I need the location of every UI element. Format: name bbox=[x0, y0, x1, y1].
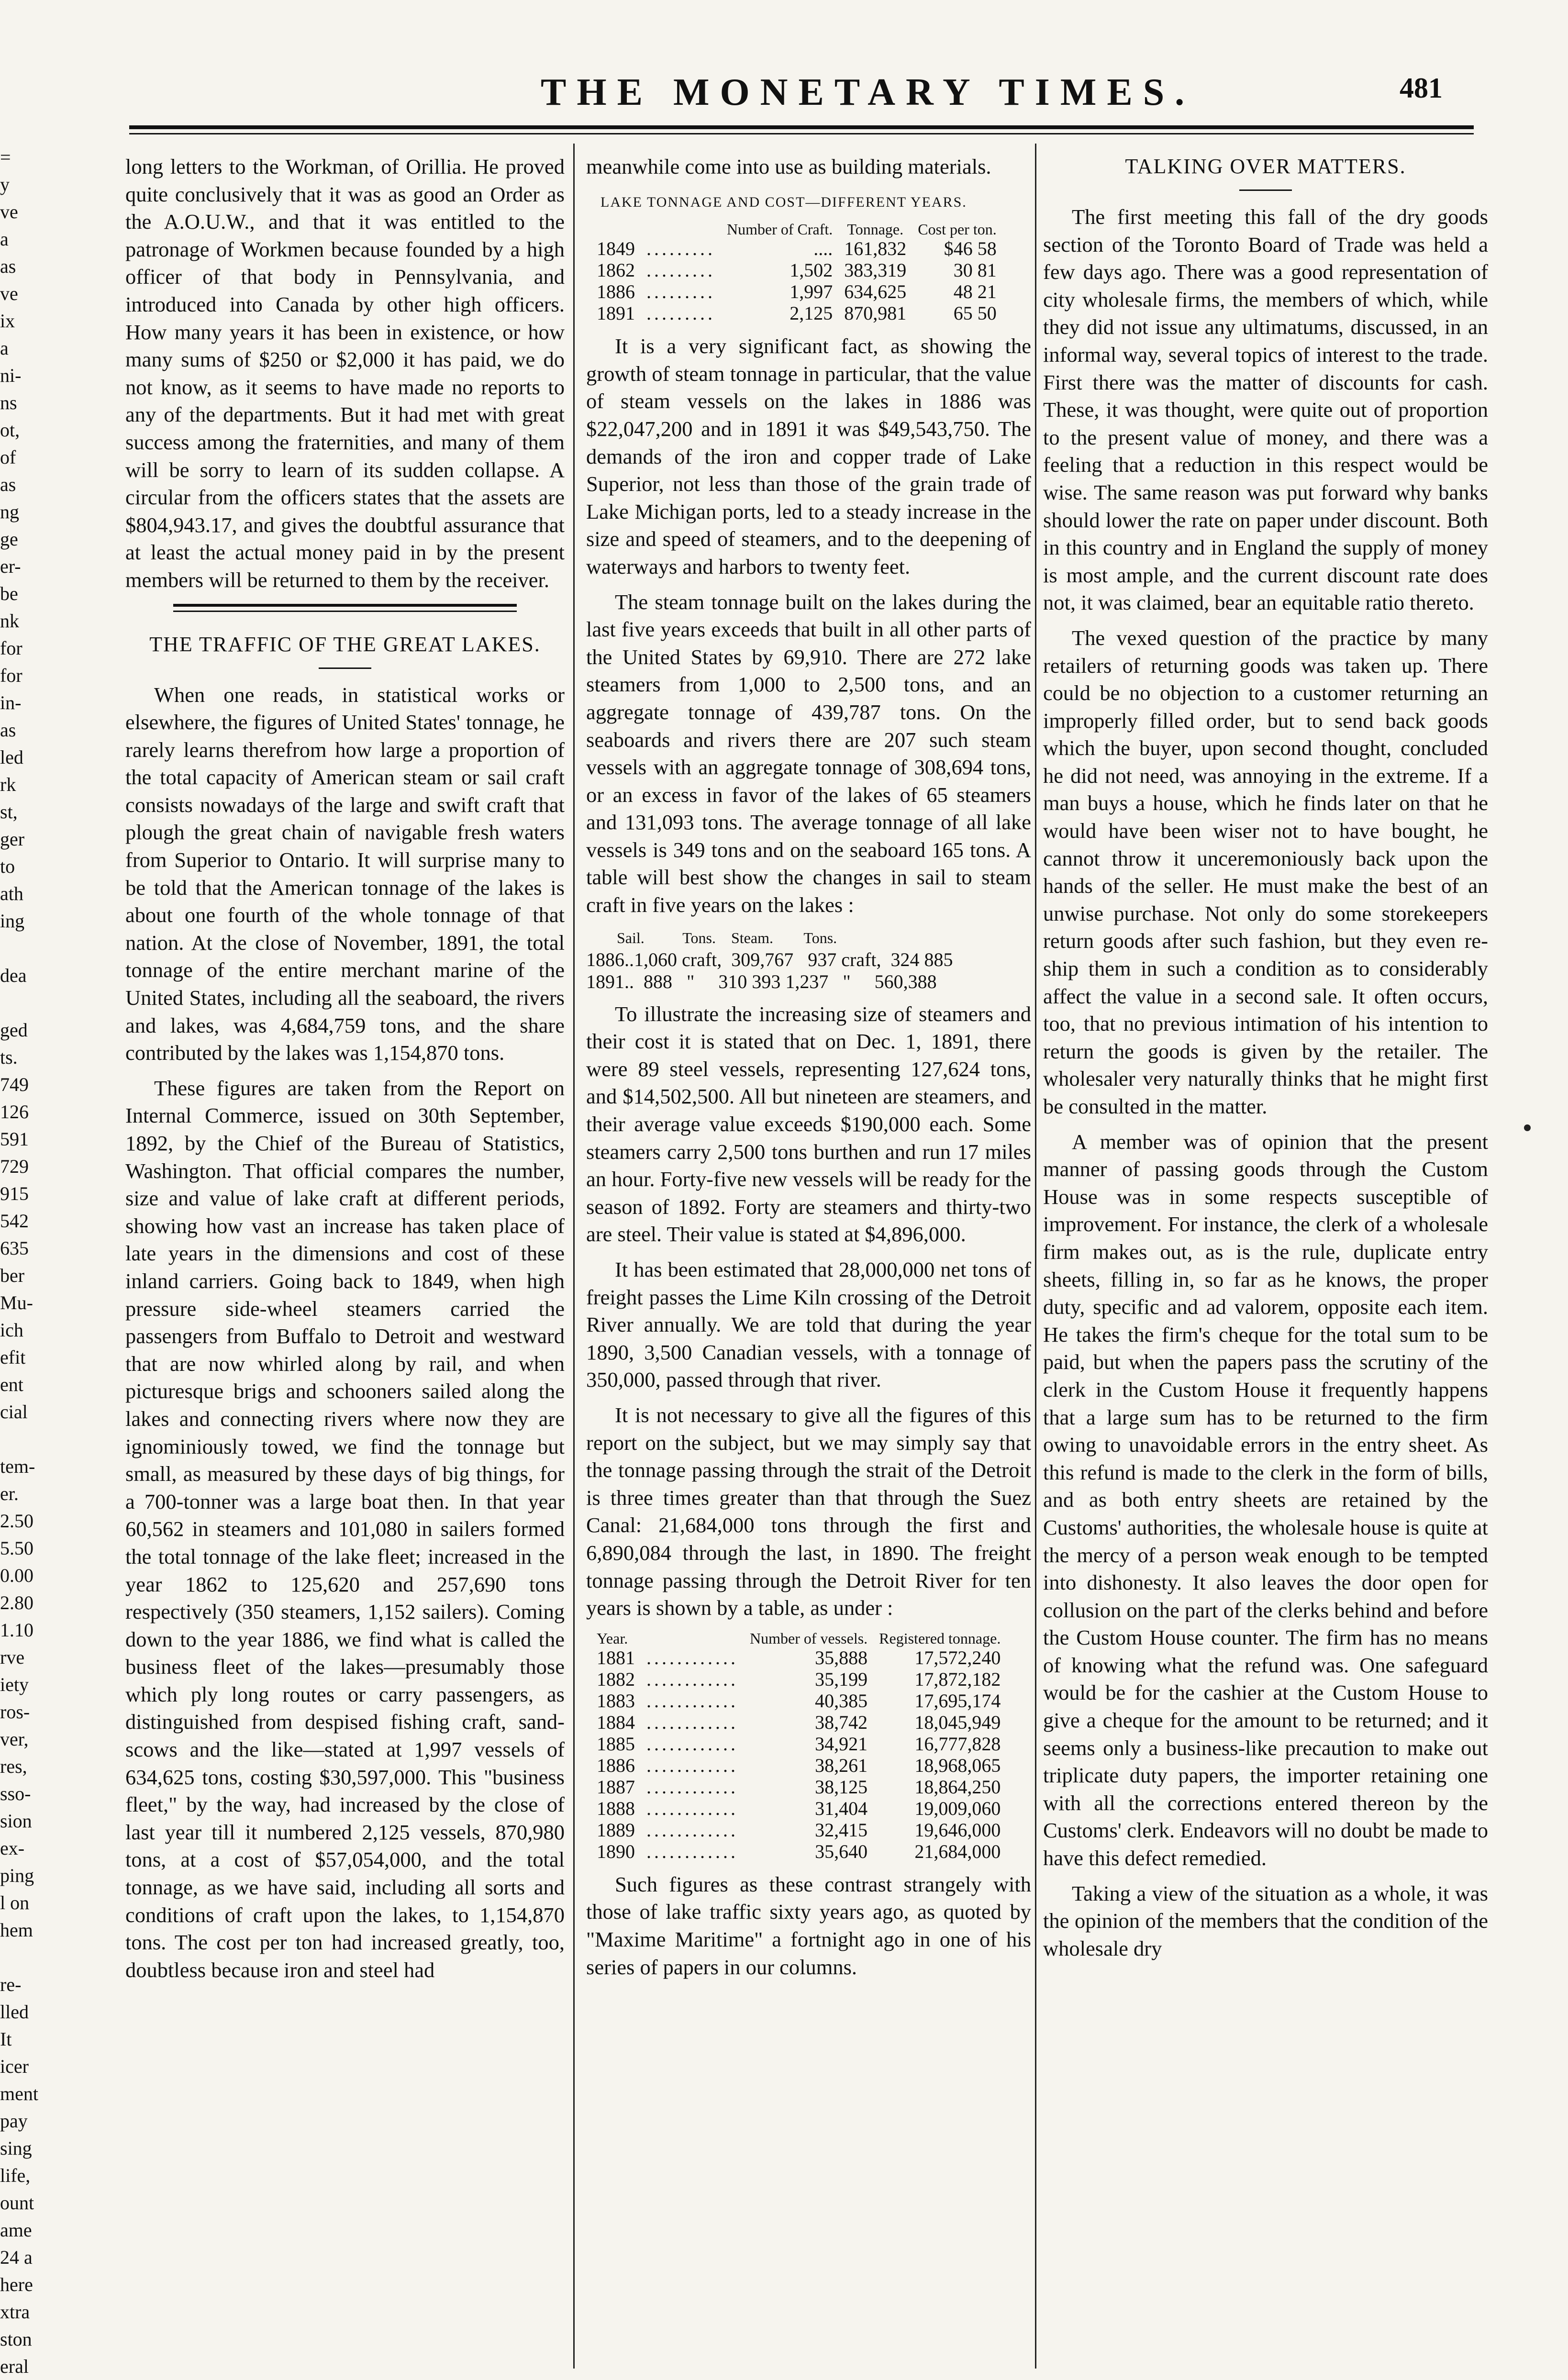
margin-fragment bbox=[0, 934, 48, 962]
margin-fragment: ping bbox=[0, 1865, 34, 1886]
margin-fragment: 749 bbox=[0, 1074, 29, 1095]
margin-fragment: hem bbox=[0, 1919, 33, 1941]
value-cell: 38,742 bbox=[815, 1711, 868, 1733]
margin-fragment: ged bbox=[0, 1019, 28, 1041]
leader-dots: ............ bbox=[646, 1668, 738, 1690]
spacer bbox=[641, 1630, 744, 1647]
margin-fragment: 5.50 bbox=[0, 1537, 33, 1559]
value-cell: 65 50 bbox=[953, 302, 997, 324]
margin-fragment: rve bbox=[0, 1646, 25, 1668]
margin-fragment: ston bbox=[0, 2328, 32, 2350]
margin-fragment: for bbox=[0, 665, 22, 686]
margin-fragment: eral bbox=[0, 2356, 29, 2377]
column-2 bbox=[586, 153, 1031, 1989]
value-cell: 383,319 bbox=[844, 259, 907, 281]
leader-dots: ......... bbox=[646, 238, 715, 260]
margin-fragment: pay bbox=[0, 2110, 28, 2132]
margin-fragment: 915 bbox=[0, 1183, 29, 1204]
paragraph: Such figures as these contrast strangely with those of lake traffic sixty years ago, as quoted by "Maxime Maritime" a fortnight ago in one of his series of papers in our columns. bbox=[586, 1872, 1031, 1979]
margin-fragment: st, bbox=[0, 801, 18, 823]
value-cell: 870,981 bbox=[844, 302, 907, 324]
table-row bbox=[591, 1798, 1006, 1819]
table-header: Number of Craft. bbox=[727, 221, 833, 238]
table-header: Number of vessels. bbox=[750, 1629, 868, 1647]
margin-fragment: 2.80 bbox=[0, 1592, 33, 1613]
margin-fragment: in- bbox=[0, 692, 22, 713]
margin-fragment: a bbox=[0, 337, 9, 359]
paragraph: The steam tonnage built on the lakes during the last five years exceeds that built in all other parts of the United States by 69,910. There are 272 lake steamers from 1,000 to 2,500 tons, and an aggregate tonnage of 439,787 tons. On the seaboards and rivers there are 207 such steam vessels with an aggregate tonnage of 308,694 tons, or an excess in favor of the lakes of 65 steamers and 131,093 tons. The average tonnage of all lake vessels is 349 tons and on the seaboard 165 tons. A table will best show the changes in sail to steam craft in five years on the lakes : bbox=[586, 589, 1031, 917]
table-header: Registered tonnage. bbox=[879, 1629, 1001, 1647]
margin-fragment: efit bbox=[0, 1346, 26, 1368]
section-divider-thin bbox=[173, 611, 517, 612]
year-cell: 1881 bbox=[597, 1646, 635, 1668]
margin-fragment: to bbox=[0, 856, 15, 877]
margin-fragment: 729 bbox=[0, 1156, 29, 1177]
margin-fragment: l on bbox=[0, 1892, 30, 1913]
column-divider bbox=[573, 144, 575, 2369]
masthead-rule bbox=[129, 125, 1474, 129]
leader-dots: ......... bbox=[646, 281, 715, 303]
heading-rule bbox=[319, 667, 371, 669]
margin-fragment: 24 a bbox=[0, 2247, 33, 2268]
table-row bbox=[591, 238, 1002, 259]
margin-fragment: dea bbox=[0, 965, 27, 986]
margin-fragment bbox=[0, 989, 48, 1016]
paragraph: meanwhile come into use as building materials. bbox=[586, 155, 991, 178]
margin-fragment: of bbox=[0, 446, 16, 468]
margin-fragment: ex- bbox=[0, 1837, 25, 1859]
table-row bbox=[591, 1733, 1006, 1755]
value-cell: .... bbox=[813, 238, 833, 260]
margin-fragment: ni- bbox=[0, 365, 22, 386]
margin-fragment: 0.00 bbox=[0, 1565, 33, 1586]
margin-fragment: lled bbox=[0, 2001, 29, 2023]
value-cell: 19,009,060 bbox=[914, 1797, 1001, 1819]
article-heading-talking-over-matters: TALKING OVER MATTERS. bbox=[1125, 155, 1406, 178]
margin-fragment: tem- bbox=[0, 1456, 35, 1477]
margin-fragment: sso- bbox=[0, 1783, 31, 1804]
margin-fragment: Mu- bbox=[0, 1292, 33, 1313]
value-cell: $46 58 bbox=[944, 238, 997, 260]
margin-fragment: ame bbox=[0, 2219, 32, 2241]
paragraph: Taking a view of the situation as a whole, it was the opinion of the members that the condition of the wholesale dry bbox=[1043, 1881, 1488, 1960]
year-cell: 1888 bbox=[597, 1797, 635, 1819]
value-cell: 18,968,065 bbox=[914, 1754, 1001, 1776]
value-cell: 161,832 bbox=[844, 238, 907, 260]
column-divider bbox=[1035, 144, 1036, 2369]
year-cell: 1889 bbox=[597, 1819, 635, 1841]
sail-steam-row: 1886..1,060 craft, 309,767 937 craft, 324 885 bbox=[586, 948, 953, 970]
page-number: 481 bbox=[1400, 72, 1443, 104]
left-margin-cropped-text bbox=[0, 144, 48, 2377]
paragraph: It is a very significant fact, as showing the growth of steam tonnage in particular, that the value of steam vessels on the lakes in 1886 was $22,047,200 and in 1891 it was $49,543,750. The demands of the iron and copper trade of Lake Superior, not less than those of the grain trade of Lake Michigan ports, led to a steady increase in the size and speed of steamers, and to the deepening of waterways and harbors to twenty feet. bbox=[586, 334, 1031, 578]
value-cell: 35,199 bbox=[815, 1668, 868, 1690]
year-cell: 1884 bbox=[597, 1711, 635, 1733]
table-row bbox=[591, 1841, 1006, 1862]
year-cell: 1883 bbox=[597, 1690, 635, 1712]
year-cell: 1891 bbox=[597, 302, 635, 324]
margin-fragment: ath bbox=[0, 883, 23, 904]
article-continuation: long letters to the Workman, of Orillia. He proved quite conclusively that it was as good an Order as the A.O.U.W., and that it was entitled to the patronage of Workmen because founded by a high officer of that body in Pennsylvania, and introduced into Canada by other high officers. How many years it has been in existence, or how many sums of $250 or $2,000 it has paid, we do not know, as it seems to have made no reports to any of the departments. But it had met with great success among the fraternities, and many of them will be sorry to learn of its sudden collapse. A circular from the officers states that the assets are $804,943.17, and gives the doubtful assurance that at least the actual money paid in by the present members will be returned to them by the receiver. bbox=[125, 155, 565, 592]
leader-dots: ............ bbox=[646, 1711, 738, 1733]
year-cell: 1882 bbox=[597, 1668, 635, 1690]
margin-fragment: ge bbox=[0, 528, 18, 550]
value-cell: 16,777,828 bbox=[914, 1733, 1001, 1755]
margin-fragment: ent bbox=[0, 1374, 23, 1395]
leader-dots: ............ bbox=[646, 1733, 738, 1755]
margin-fragment: ver, bbox=[0, 1728, 29, 1750]
margin-fragment: as bbox=[0, 256, 16, 277]
margin-fragment: ve bbox=[0, 283, 18, 304]
table-row bbox=[591, 281, 1002, 302]
year-cell: 1849 bbox=[597, 238, 635, 260]
article-heading-great-lakes: THE TRAFFIC OF THE GREAT LAKES. bbox=[149, 632, 541, 656]
leader-dots: ............ bbox=[646, 1797, 738, 1819]
value-cell: 2,125 bbox=[790, 302, 833, 324]
paragraph: A member was of opinion that the present manner of passing goods through the Custom House was in some respects susceptible of improvement. For instance, the clerk of a wholesale firm makes out, as is the rule, duplicate entry sheets, filling in, so far as he knows, the proper duty, specific and ad valorem, opposite each item. He takes the firm's cheque for the total sum to be paid, but when the papers pass the scrutiny of the clerk in the Custom House it frequently happens that a large sum has to be returned to the firm owing to unavoidable errors in the entry sheet. As this refund is made to the clerk in the form of bills, and as both entry sheets are retained by the Customs' authorities, the wholesale house is quite at the mercy of a person weak enough to be tempted into dishonesty. It also leaves the door open for collusion on the part of the clerks behind and before the Custom House counter. The firm has no means of knowing what the refund was. One safeguard would be for the cashier at the Custom House to give a cheque for the amount to be returned; and it seems only a business-like precaution to make out triplicate duty papers, the importer retaining one with all the corrections entered thereon by the Customs' clerk. Endeavors will no doubt be made to have this defect remedied. bbox=[1043, 1129, 1488, 1870]
margin-fragment: for bbox=[0, 637, 22, 659]
leader-dots: ......... bbox=[646, 302, 715, 324]
margin-fragment: re- bbox=[0, 1974, 22, 1995]
value-cell: 34,921 bbox=[815, 1733, 868, 1755]
table-row bbox=[591, 1819, 1006, 1841]
value-cell: 31,404 bbox=[815, 1797, 868, 1819]
value-cell: 18,045,949 bbox=[914, 1711, 1001, 1733]
margin-fragment: ros- bbox=[0, 1701, 30, 1723]
year-cell: 1885 bbox=[597, 1733, 635, 1755]
margin-fragment: ot, bbox=[0, 419, 20, 441]
table-row bbox=[591, 1647, 1006, 1668]
year-cell: 1886 bbox=[597, 1754, 635, 1776]
detroit-river-tonnage-table bbox=[591, 1630, 1006, 1862]
margin-fragment: here bbox=[0, 2274, 33, 2295]
value-cell: 40,385 bbox=[815, 1690, 868, 1712]
margin-fragment: ns bbox=[0, 392, 17, 413]
margin-fragment bbox=[0, 1425, 48, 1453]
value-cell: 1,502 bbox=[790, 259, 833, 281]
table-row bbox=[591, 1712, 1006, 1733]
table-header: Year. bbox=[597, 1629, 628, 1647]
margin-fragment: sing bbox=[0, 2137, 32, 2159]
table-row bbox=[591, 259, 1002, 281]
margin-fragment: ix bbox=[0, 310, 15, 332]
margin-fragment: as bbox=[0, 719, 16, 741]
leader-dots: ............ bbox=[646, 1819, 738, 1841]
value-cell: 634,625 bbox=[844, 281, 907, 303]
year-cell: 1887 bbox=[597, 1776, 635, 1798]
value-cell: 35,888 bbox=[815, 1646, 868, 1668]
value-cell: 32,415 bbox=[815, 1819, 868, 1841]
margin-fragment: y bbox=[0, 174, 10, 195]
table-header: Tonnage. bbox=[847, 221, 904, 238]
leader-dots: ............ bbox=[646, 1776, 738, 1798]
margin-fragment bbox=[0, 1944, 48, 1971]
margin-fragment: as bbox=[0, 474, 16, 495]
margin-fragment: ich bbox=[0, 1319, 23, 1341]
heading-rule bbox=[1239, 189, 1292, 191]
margin-fragment: led bbox=[0, 746, 23, 768]
table-caption: LAKE TONNAGE AND COST—DIFFERENT YEARS. bbox=[601, 194, 967, 210]
margin-fragment: be bbox=[0, 583, 18, 604]
table-row bbox=[591, 1776, 1006, 1798]
margin-fragment: It bbox=[0, 2028, 12, 2050]
value-cell: 38,261 bbox=[815, 1754, 868, 1776]
paragraph: When one reads, in statistical works or elsewhere, the figures of United States' tonnage, he rarely learns therefrom how large a proportion of the total capacity of American steam or sail craft consists nowadays of the large and swift craft that plough the great chain of navigable fresh waters from Superior to Ontario. It will surprise many to be told that the American tonnage of the lakes is about one fourth of the whole tonnage of that nation. At the close of November, 1891, the total tonnage of the entire merchant marine of the United States, including all the seaboard, the rivers and lakes, was 4,684,759 tons, and the share contributed by the lakes was 1,154,870 tons. bbox=[125, 682, 565, 1065]
value-cell: 19,646,000 bbox=[914, 1819, 1001, 1841]
margin-fragment: ve bbox=[0, 201, 18, 222]
table-row bbox=[591, 1755, 1006, 1776]
margin-fragment: 591 bbox=[0, 1128, 29, 1150]
margin-fragment: sion bbox=[0, 1810, 32, 1832]
paragraph: It has been estimated that 28,000,000 net tons of freight passes the Lime Kiln crossing of the Detroit River annually. We are told that during the year 1890, 3,500 Canadian vessels, with a tonnage of 350,000, passed through that river. bbox=[586, 1257, 1031, 1392]
paragraph: To illustrate the increasing size of steamers and their cost it is stated that on Dec. 1, 1891, there were 89 steel vessels, representing 127,624 tons, and $14,502,500. All but nineteen are steamers, and their average value exceeds $190,000 each. Some steamers carry 2,500 tons burthen and run 17 miles an hour. Forty-five new vessels will be ready for the season of 1892. Forty are steamers and thirty-two are steel. Their value is stated at $4,896,000. bbox=[586, 1001, 1031, 1246]
margin-fragment: life, bbox=[0, 2165, 31, 2186]
column-1 bbox=[125, 153, 565, 1991]
paragraph: These figures are taken from the Report on Internal Commerce, issued on 30th September, 1892, by the Chief of the Bureau of Statistics, Washington. That official compares the number, size and value of lake craft at different periods, showing how vast an increase has taken place of late years in the dimensions and cost of these inland carriers. Going back to 1849, when high pressure side-wheel steamers carried the passengers from Buffalo to Detroit and westward that are now whirled along by rail, and when picturesque brigs and schooners sailed along the lakes and connecting rivers where now they are ignominiously towed, we find the tonnage but small, as measured by these days of big things, for a 700-tonner was a large boat then. In that year 60,562 in steamers and 101,080 in sailers formed the total tonnage of the lake fleet; increased in the year 1862 to 125,620 and 257,690 tons respectively (350 steamers, 1,152 sailers). Coming down to the year 1886, we find what is called the business fleet of the lakes—presumably those which ply long routes or carry passengers, as distinguished from despised fishing craft, sand-scows and the like—stated at 1,997 vessels of 634,625 tons, costing $30,597,000. This "business fleet," by the way, had increased by the close of last year till it numbered 2,125 vessels, 870,980 tons, at a cost of $57,054,000, and the total tonnage, as we have said, including all sorts and conditions of craft upon the lakes, to 1,154,870 tons. The cost per ton had increased greatly, too, doubtless because iron and steel had bbox=[125, 1076, 565, 1982]
margin-fragment: xtra bbox=[0, 2301, 30, 2323]
margin-fragment: 635 bbox=[0, 1237, 29, 1259]
leader-dots: ............ bbox=[646, 1754, 738, 1776]
margin-fragment: ount bbox=[0, 2192, 34, 2213]
column-3 bbox=[1043, 153, 1488, 1970]
margin-fragment: icer bbox=[0, 2056, 29, 2077]
year-cell: 1890 bbox=[597, 1840, 635, 1862]
margin-fragment: 1.10 bbox=[0, 1619, 33, 1641]
year-cell: 1886 bbox=[597, 281, 635, 303]
table-header bbox=[591, 221, 641, 238]
value-cell: 35,640 bbox=[815, 1840, 868, 1862]
table-row bbox=[591, 1690, 1006, 1712]
sail-steam-row: 1891.. 888 " 310 393 1,237 " 560,388 bbox=[586, 970, 937, 992]
table-header: Cost per ton. bbox=[918, 221, 997, 238]
leader-dots: ............ bbox=[646, 1840, 738, 1862]
leader-dots: ............ bbox=[646, 1690, 738, 1712]
value-cell: 38,125 bbox=[815, 1776, 868, 1798]
paragraph: It is not necessary to give all the figures of this report on the subject, but we may simply say that the tonnage passing through the strait of the Detroit is three times greater than that through the Suez Canal: 21,684,000 tons through the first and 6,890,084 through the last, in 1890. The freight tonnage passing through the Detroit River for ten years is shown by a table, as under : bbox=[586, 1402, 1031, 1620]
value-cell: 1,997 bbox=[790, 281, 833, 303]
margin-fragment: iety bbox=[0, 1674, 29, 1695]
value-cell: 18,864,250 bbox=[914, 1776, 1001, 1798]
table-row bbox=[591, 1668, 1006, 1690]
masthead-rule-thin bbox=[129, 133, 1474, 134]
masthead-title: THE MONETARY TIMES. bbox=[541, 71, 1195, 113]
table-row bbox=[591, 302, 1002, 324]
section-divider bbox=[173, 604, 517, 607]
margin-fragment: res, bbox=[0, 1756, 27, 1777]
margin-fragment: nk bbox=[0, 610, 19, 632]
margin-fragment: ng bbox=[0, 501, 19, 523]
margin-fragment: 542 bbox=[0, 1210, 29, 1232]
margin-fragment: = bbox=[0, 146, 11, 168]
margin-fragment: er- bbox=[0, 556, 21, 577]
value-cell: 17,695,174 bbox=[914, 1690, 1001, 1712]
margin-fragment: 126 bbox=[0, 1101, 29, 1123]
sail-steam-header: Sail. Tons. Steam. Tons. bbox=[586, 929, 837, 946]
margin-fragment: ber bbox=[0, 1265, 25, 1286]
margin-fragment: ment bbox=[0, 2083, 38, 2104]
margin-fragment: ing bbox=[0, 910, 25, 932]
margin-fragment: ts. bbox=[0, 1046, 18, 1068]
margin-fragment: ger bbox=[0, 828, 25, 850]
paragraph: The vexed question of the practice by many retailers of returning goods was taken up. There could be no objection to a customer returning an improperly filled order, but to send back goods which the buyer, upon second thought, concluded he did not need, was annoying in the extreme. If a man buys a house, which he finds later on that he would have been wiser not to have bought, he cannot throw it unceremoniously back upon the hands of the seller. He must make the best of an unwise purchase. Not only do some storekeepers return goods after such fashion, but they even re-ship them in such a condition as to considerably affect the value in a second sale. It often occurs, too, that no previous intimation of his intention to return the goods is given by the retailer. The wholesaler very naturally thinks that he might first be consulted in the matter. bbox=[1043, 625, 1488, 1118]
value-cell: 17,572,240 bbox=[914, 1646, 1001, 1668]
margin-fragment: 2.50 bbox=[0, 1510, 33, 1532]
ink-mark bbox=[1524, 1124, 1531, 1131]
value-cell: 30 81 bbox=[953, 259, 997, 281]
leader-dots: ............ bbox=[646, 1646, 738, 1668]
lake-tonnage-table bbox=[591, 221, 1002, 324]
margin-fragment: a bbox=[0, 228, 9, 250]
year-cell: 1862 bbox=[597, 259, 635, 281]
margin-fragment: er. bbox=[0, 1483, 19, 1504]
value-cell: 17,872,182 bbox=[914, 1668, 1001, 1690]
spacer bbox=[641, 221, 721, 238]
margin-fragment: rk bbox=[0, 774, 16, 795]
leader-dots: ......... bbox=[646, 259, 715, 281]
value-cell: 48 21 bbox=[953, 281, 997, 303]
value-cell: 21,684,000 bbox=[914, 1840, 1001, 1862]
margin-fragment: cial bbox=[0, 1401, 28, 1423]
paragraph: The first meeting this fall of the dry goods section of the Toronto Board of Trade was held a few days ago. There was a good representation of city wholesale firms, the members of which, while they did not issue any ultimatums, discussed, in an informal way, several topics of interest to the trade. First there was the matter of discounts for cash. These, it was thought, were quite out of proportion to the present value of money, and there was a feeling that a reduction in this respect would be wise. The same reason was put forward why banks should lower the rate on paper under discount. Both in this country and in England the supply of money is most ample, and the current discount rate does not, it was claimed, bear an equitable ratio thereto. bbox=[1043, 205, 1488, 615]
